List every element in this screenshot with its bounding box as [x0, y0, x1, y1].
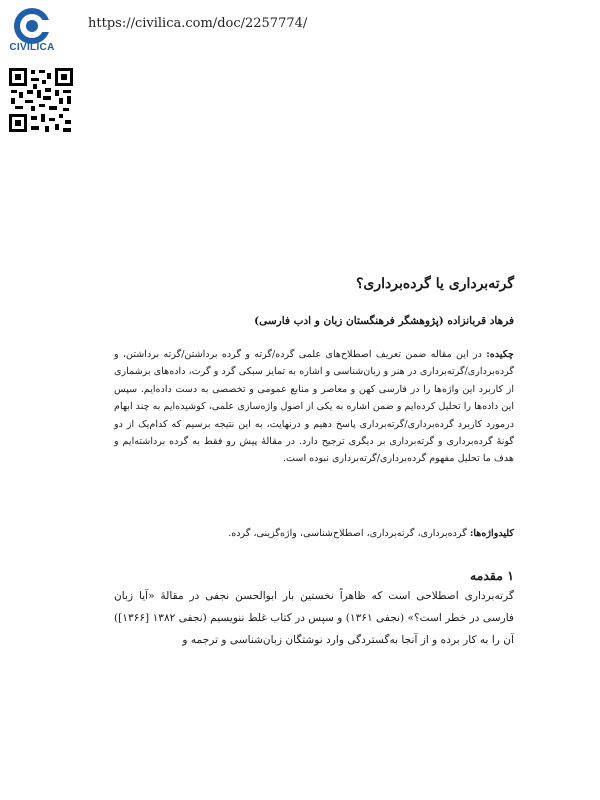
abstract — [114, 346, 514, 468]
keywords-label: کلیدواژه‌ها: — [469, 528, 514, 539]
body-text — [114, 585, 514, 651]
section-heading: ۱ مقدمه — [469, 568, 514, 583]
article-title: گرته‌برداری یا گرده‌برداری؟ — [355, 276, 514, 292]
keywords-text: گرده‌برداری، گرته‌برداری، اصطلاح‌شناسی، واژه‌گزینی، گرده. — [228, 528, 467, 539]
keywords — [114, 528, 514, 539]
qr-code-icon[interactable] — [9, 68, 73, 132]
body-paragraph: گرته‌برداری اصطلاحی است که ظاهراً نخستین بار ابوالحسن نجفی در مقالهٔ «آیا زبان فارسی در خطر است؟» (نجفی ۱۳۶۱) و سپس در کتاب غلط ننویسیم (نجفی ۱۳۸۲ [۱۳۶۶]) آن را به کار برده و از آنجا به‌گستردگی وارد نوشتگان زبان‌شناسی و ترجمه و — [114, 590, 514, 646]
abstract-label: چکیده: — [486, 349, 514, 360]
abstract-text: در این مقاله ضمن تعریف اصطلاح‌های علمی گرده/گرته و گرده برداشتن/گرته برداشتن، و گرده‌برداری/گرته‌برداری در هنر و زبان‌شناسی و اشاره به تمایز سبکی گرد و گرت، داده‌های برشماری از کاربرد این واژه‌ها را در فارسی کهن و معاصر و منابع عمومی و تخصصی به دست داده‌ایم. سپس این داده‌ها را تحلیل کرده‌ایم و ضمن اشاره به یکی از اصول واژه‌سازی علمی، کوشیده‌ایم به چند ابهام درمورد کاربرد گرده‌برداری/گرته‌برداری پاسخ دهیم و درنهایت، به این نتیجه برسیم که کدام‌یک از دو گونهٔ گرده‌برداری و گرته‌برداری بر دیگری ترجیح دارد. در مقالهٔ پیش رو فقط به گرده برداشته‌ایم و هدف ما تحلیل مفهوم گرده‌برداری/گرته‌برداری نبوده است. — [114, 349, 514, 465]
logo-text: CIVILICA — [9, 42, 55, 53]
document-url[interactable]: https://civilica.com/doc/2257774/ — [88, 16, 308, 31]
article-author: فرهاد قربانزاده (پژوهشگر فرهنگستان زبان و ادب فارسی) — [254, 315, 514, 327]
